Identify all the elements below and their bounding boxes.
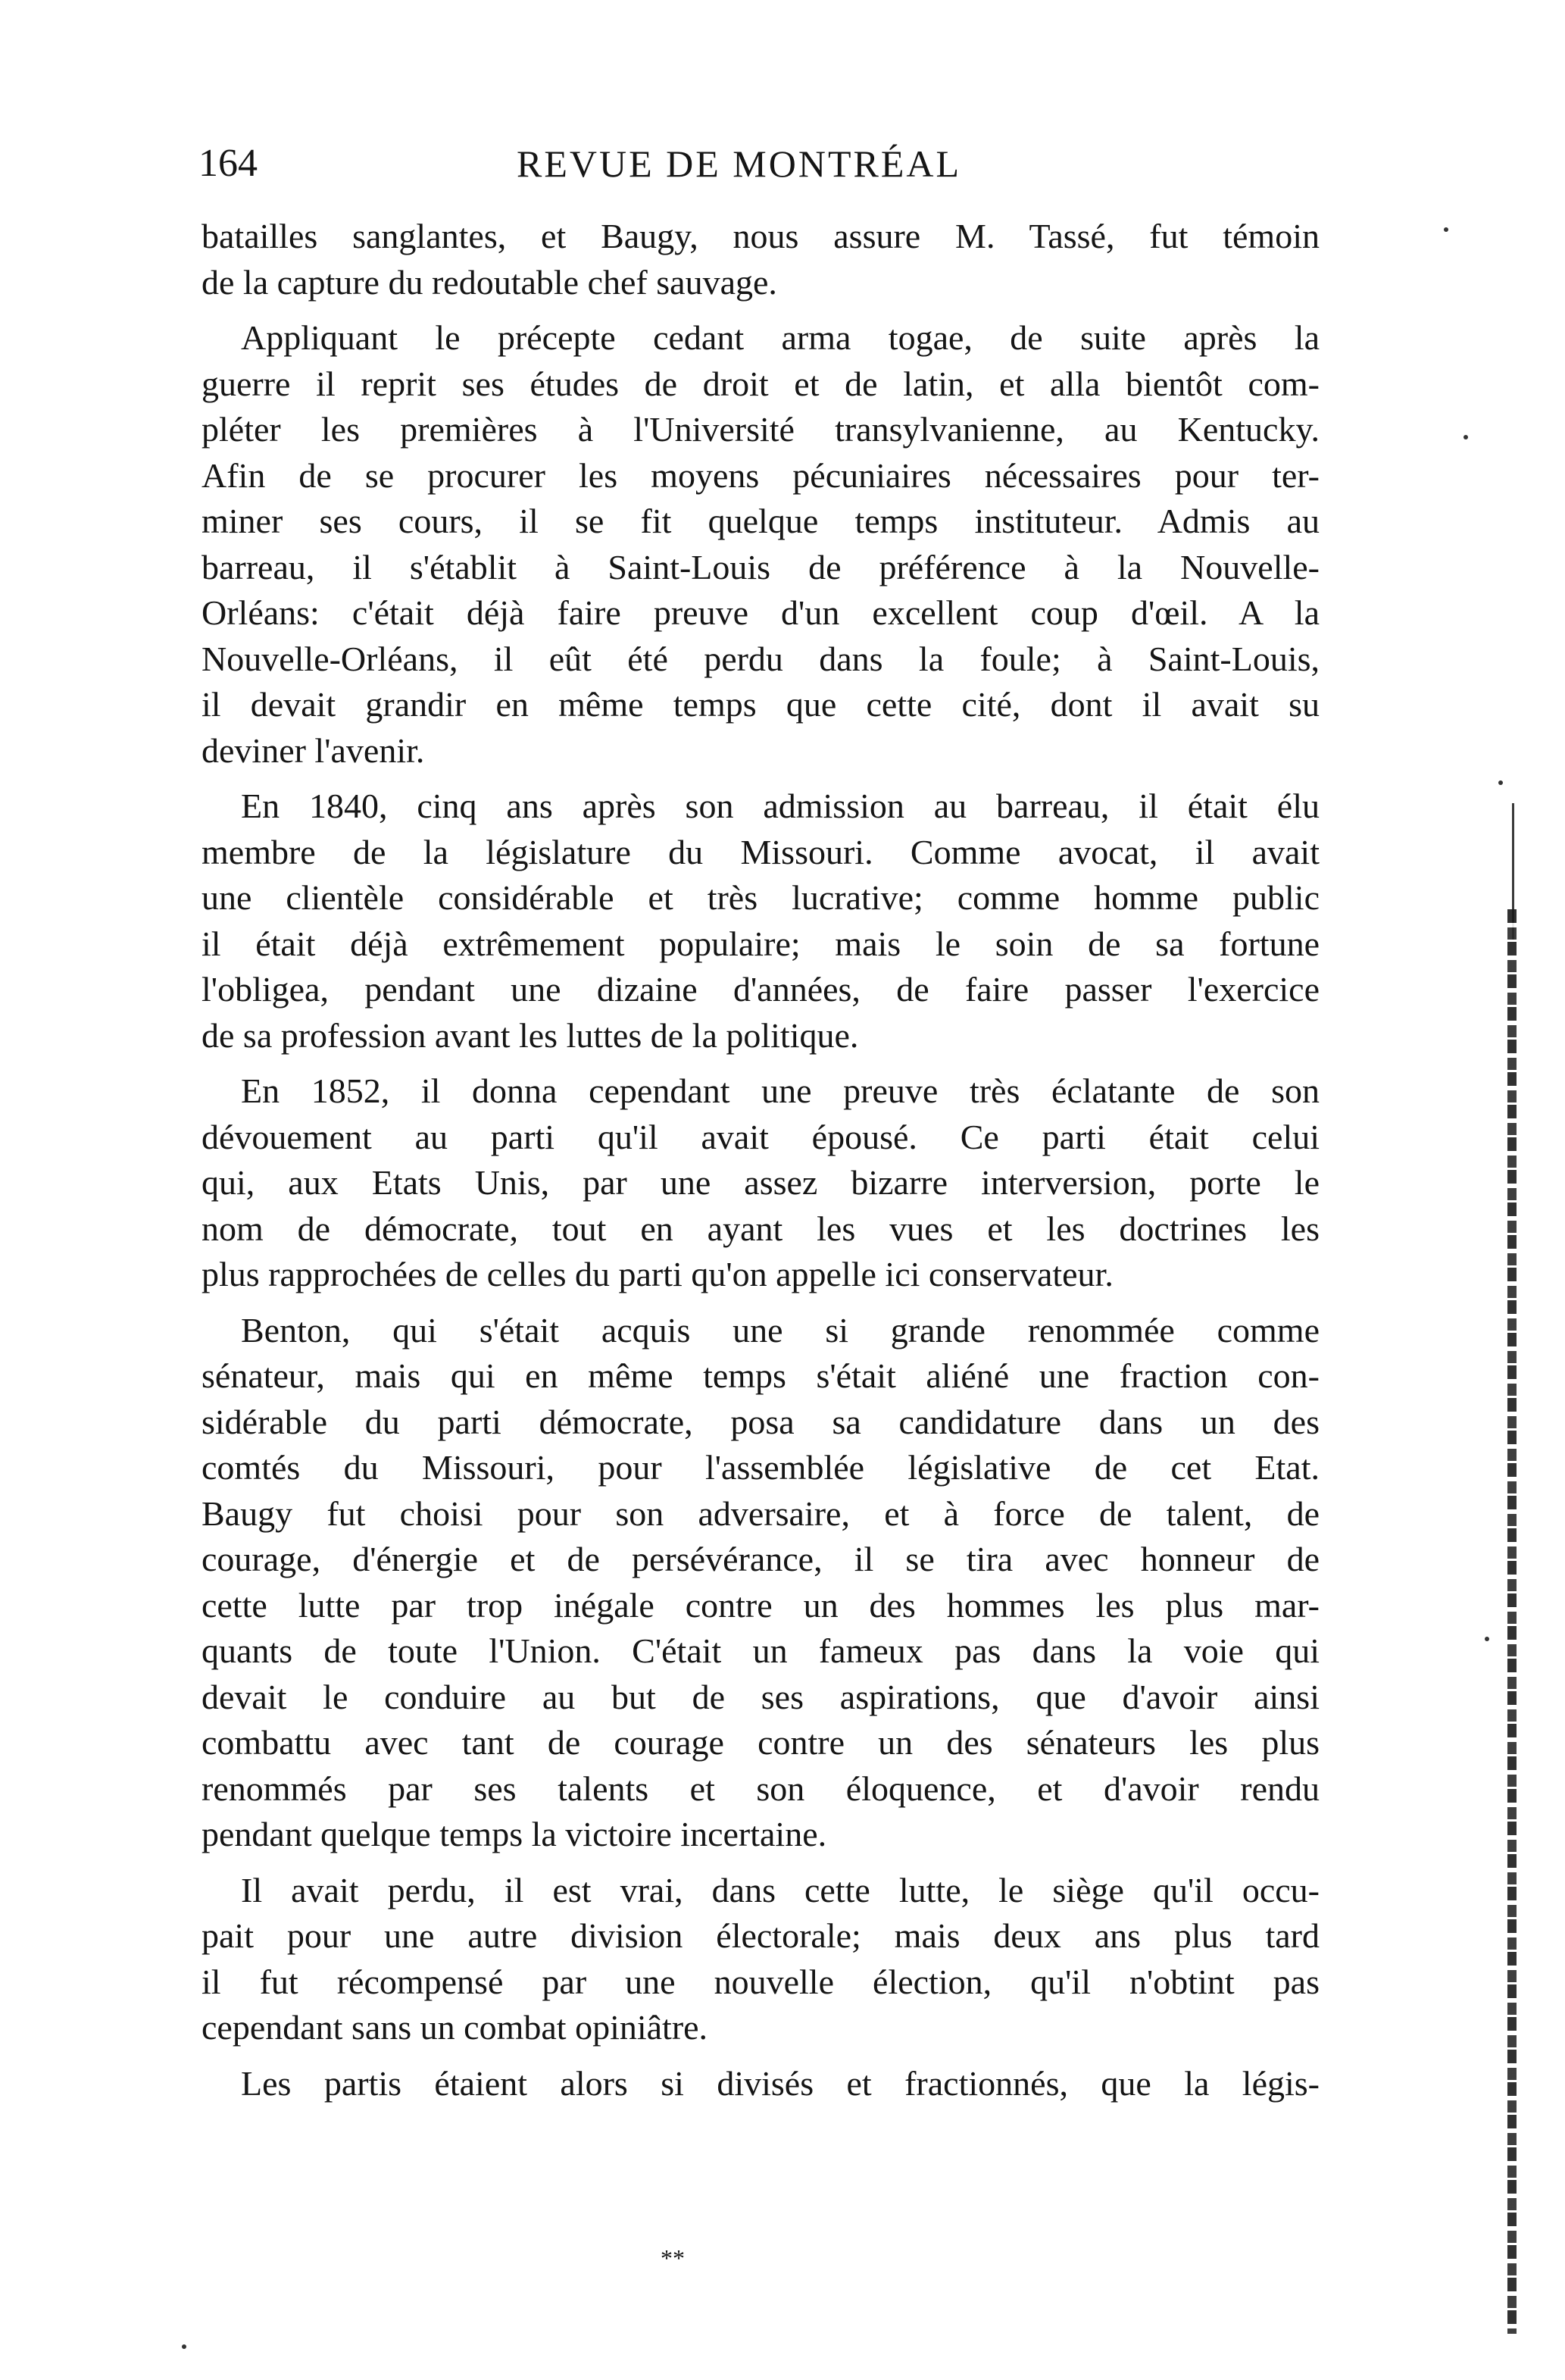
text-line: Benton, qui s'était acquis une si grande renommée comme — [241, 1310, 1320, 1350]
text-line: deviner l'avenir. — [201, 730, 425, 770]
text-line: plus rapprochées de celles du parti qu'on appelle ici conservateur. — [201, 1255, 1114, 1293]
text-line: miner ses cours, il se fit quelque temps instituteur. Admis au — [201, 502, 1320, 540]
text-line: barreau, il s'établit à Saint-Louis de préférence à la Nouvelle- — [201, 547, 1320, 586]
page-edge-shadow — [1507, 909, 1517, 2334]
text-line: membre de la législature du Missouri. Comme avocat, il avait — [201, 832, 1320, 871]
text-line: renommés par ses talents et son éloquence, et d'avoir rendu — [201, 1769, 1320, 1808]
text-line: de la capture du redoutable chef sauvage. — [201, 262, 777, 302]
footer-ornament: ** — [661, 2244, 685, 2272]
body-text — [201, 214, 1320, 2116]
text-line: Baugy fut choisi pour son adversaire, et à force de talent, de — [201, 1493, 1320, 1533]
page-number: 164 — [198, 142, 258, 185]
text-line: qui, aux Etats Unis, par une assez bizarre interversion, porte le — [201, 1163, 1320, 1202]
text-line: Nouvelle-Orléans, il eût été perdu dans la foule; à Saint-Louis, — [201, 639, 1320, 678]
text-line: En 1840, cinq ans après son admission au barreau, il était élu — [241, 787, 1320, 825]
running-head — [198, 141, 1320, 186]
text-line: sidérable du parti démocrate, posa sa candidature dans un des — [201, 1402, 1320, 1441]
text-line: sénateur, mais qui en même temps s'était aliéné une fraction con- — [201, 1356, 1320, 1395]
text-line: comtés du Missouri, pour l'assemblée législative de cet Etat. — [201, 1448, 1320, 1487]
ink-speck — [1444, 227, 1448, 232]
text-line: batailles sanglantes, et Baugy, nous assure M. Tassé, fut témoin — [201, 217, 1320, 255]
paragraph — [201, 1308, 1320, 1858]
text-line: En 1852, il donna cependant une preuve très éclatante de son — [241, 1071, 1320, 1110]
text-line: Orléans: c'était déjà faire preuve d'un excellent coup d'œil. A la — [201, 593, 1320, 632]
text-line: nom de démocrate, tout en ayant les vues et les doctrines les — [201, 1209, 1320, 1248]
ink-speck — [1485, 1637, 1489, 1641]
paragraph — [201, 2061, 1320, 2107]
text-line: cette lutte par trop inégale contre un des hommes les plus mar- — [201, 1585, 1320, 1625]
running-title: REVUE DE MONTRÉAL — [517, 142, 962, 185]
text-line: il fut récompensé par une nouvelle élection, qu'il n'obtint pas — [201, 1962, 1320, 2001]
text-line: quants de toute l'Union. C'était un fameux pas dans la voie qui — [201, 1631, 1320, 1670]
ink-speck — [1498, 780, 1503, 785]
text-line: courage, d'énergie et de persévérance, il se tira avec honneur de — [201, 1540, 1320, 1578]
text-line: dévouement au parti qu'il avait épousé. Ce parti était celui — [201, 1117, 1320, 1156]
text-line: cependant sans un combat opiniâtre. — [201, 2008, 708, 2047]
text-line: guerre il reprit ses études de droit et de latin, et alla bientôt com- — [201, 364, 1320, 403]
paragraph — [201, 1868, 1320, 2051]
paragraph — [201, 315, 1320, 774]
text-line: de sa profession avant les luttes de la politique. — [201, 1015, 859, 1055]
text-line: devait le conduire au but de ses aspirations, que d'avoir ainsi — [201, 1677, 1320, 1716]
paragraph — [201, 214, 1320, 305]
text-line: pait pour une autre division électorale; mais deux ans plus tard — [201, 1916, 1320, 1955]
text-line: pléter les premières à l'Université transylvanienne, au Kentucky. — [201, 410, 1320, 449]
text-line: combattu avec tant de courage contre un des sénateurs les plus — [201, 1723, 1320, 1762]
ink-speck — [182, 2344, 186, 2349]
text-line: l'obligea, pendant une dizaine d'années, de faire passer l'exercice — [201, 970, 1320, 1009]
ink-speck — [1463, 435, 1468, 439]
text-line: Appliquant le précepte cedant arma togae, de suite après la — [241, 318, 1320, 357]
text-line: Les partis étaient alors si divisés et fractionnés, que la légis- — [241, 2063, 1320, 2103]
text-line: pendant quelque temps la victoire incertaine. — [201, 1815, 827, 1853]
paragraph — [201, 783, 1320, 1059]
text-line: il devait grandir en même temps que cette cité, dont il avait su — [201, 685, 1320, 724]
text-line: il était déjà extrêmement populaire; mais le soin de sa fortune — [201, 924, 1320, 963]
text-line: Afin de se procurer les moyens pécuniaires nécessaires pour ter- — [201, 455, 1320, 495]
text-line: Il avait perdu, il est vrai, dans cette lutte, le siège qu'il occu- — [241, 1870, 1320, 1909]
paragraph — [201, 1068, 1320, 1298]
text-line: une clientèle considérable et très lucrative; comme homme public — [201, 878, 1320, 917]
